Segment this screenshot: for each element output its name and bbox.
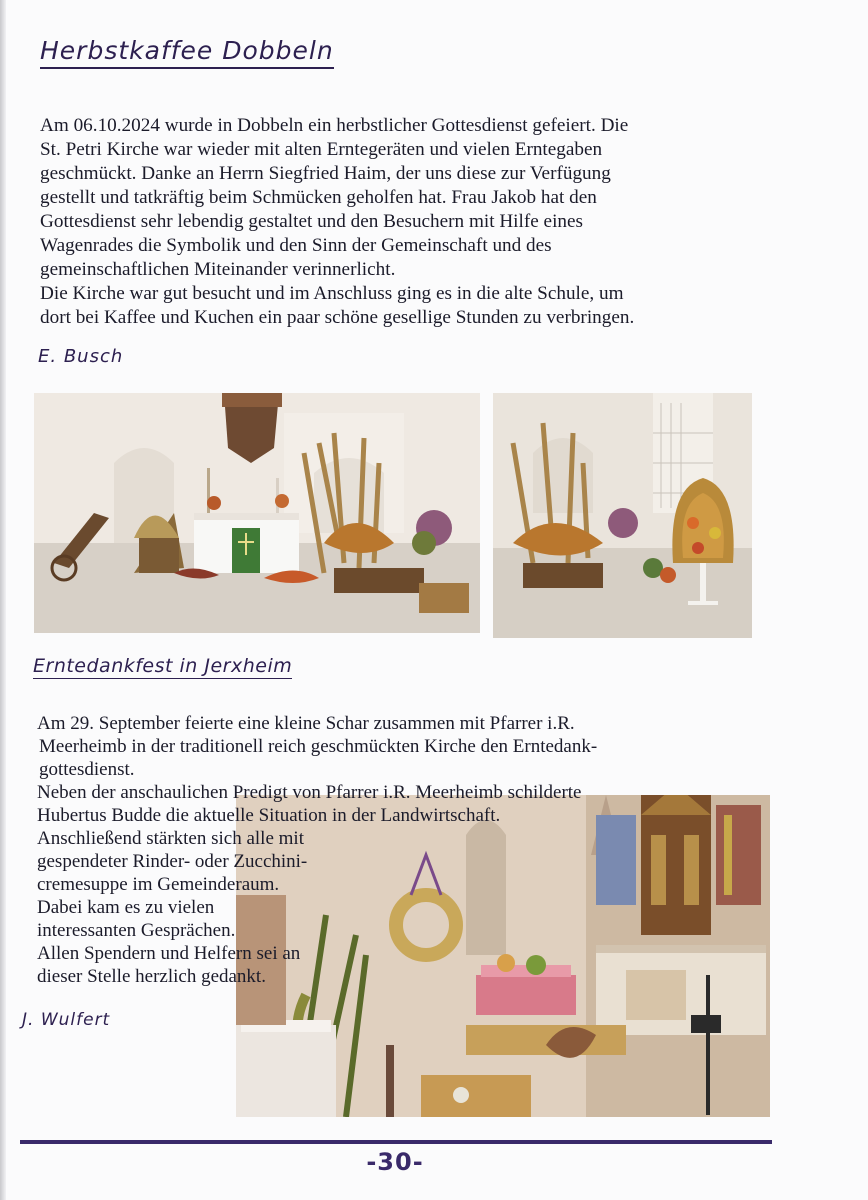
body-line: Am 06.10.2024 wurde in Dobbeln ein herbstlicher Gottesdienst gefeiert. Die [40, 115, 629, 136]
article-title-erntedankfest: Erntedankfest in Jerxheim [33, 655, 293, 677]
body-line: Am 29. September feierte eine kleine Schar zusammen mit Pfarrer i.R. [37, 713, 575, 734]
signature-e-busch: E. Busch [38, 346, 124, 367]
body-line: gottesdienst. [39, 759, 135, 780]
article-body-herbstkaffee [40, 114, 770, 330]
body-line: Dabei kam es zu vielen [37, 897, 215, 918]
body-line: St. Petri Kirche war wieder mit alten Erntegeräten und vielen Erntegaben [40, 139, 603, 160]
page-number: -30- [366, 1148, 424, 1176]
body-line: Neben der anschaulichen Predigt von Pfarrer i.R. Meerheimb schilderte [37, 782, 582, 803]
body-line: dieser Stelle herzlich gedankt. [37, 966, 266, 987]
body-line: Allen Spendern und Helfern sei an [37, 943, 301, 964]
photo-harvest-crown [493, 393, 752, 638]
article-body-erntedankfest [37, 712, 717, 988]
page-edge-shadow [0, 0, 6, 1200]
body-line: gestellt und tatkräftig beim Schmücken geholfen hat. Frau Jakob hat den [40, 187, 597, 208]
body-line: Meerheimb in der traditionell reich geschmückten Kirche den Erntedank- [39, 736, 598, 757]
body-line: cremesuppe im Gemeinderaum. [37, 874, 280, 895]
body-line: dort bei Kaffee und Kuchen ein paar schöne gesellige Stunden zu verbringen. [40, 307, 635, 328]
body-line: Hubertus Budde die aktuelle Situation in der Landwirtschaft. [37, 805, 501, 826]
body-line: Die Kirche war gut besucht und im Anschluss ging es in die alte Schule, um [40, 283, 624, 304]
footer-divider [20, 1140, 772, 1144]
body-line: Wagenrades die Symbolik und den Sinn der Gemeinschaft und des [40, 235, 552, 256]
body-line: interessanten Gesprächen. [37, 920, 236, 941]
body-line: Gottesdienst sehr lebendig gestaltet und den Besuchern mit Hilfe eines [40, 211, 583, 232]
body-line: Anschließend stärkten sich alle mit [37, 828, 304, 849]
signature-j-wulfert: J. Wulfert [22, 1010, 111, 1030]
article-title-herbstkaffee: Herbstkaffee Dobbeln [40, 36, 334, 69]
body-line: geschmückt. Danke an Herrn Siegfried Haim, der uns diese zur Verfügung [40, 163, 611, 184]
photo-altar-harvest-decoration [34, 393, 480, 633]
body-line: gespendeter Rinder- oder Zucchini- [37, 851, 308, 872]
body-line: gemeinschaftlichen Miteinander verinnerlicht. [40, 259, 396, 280]
